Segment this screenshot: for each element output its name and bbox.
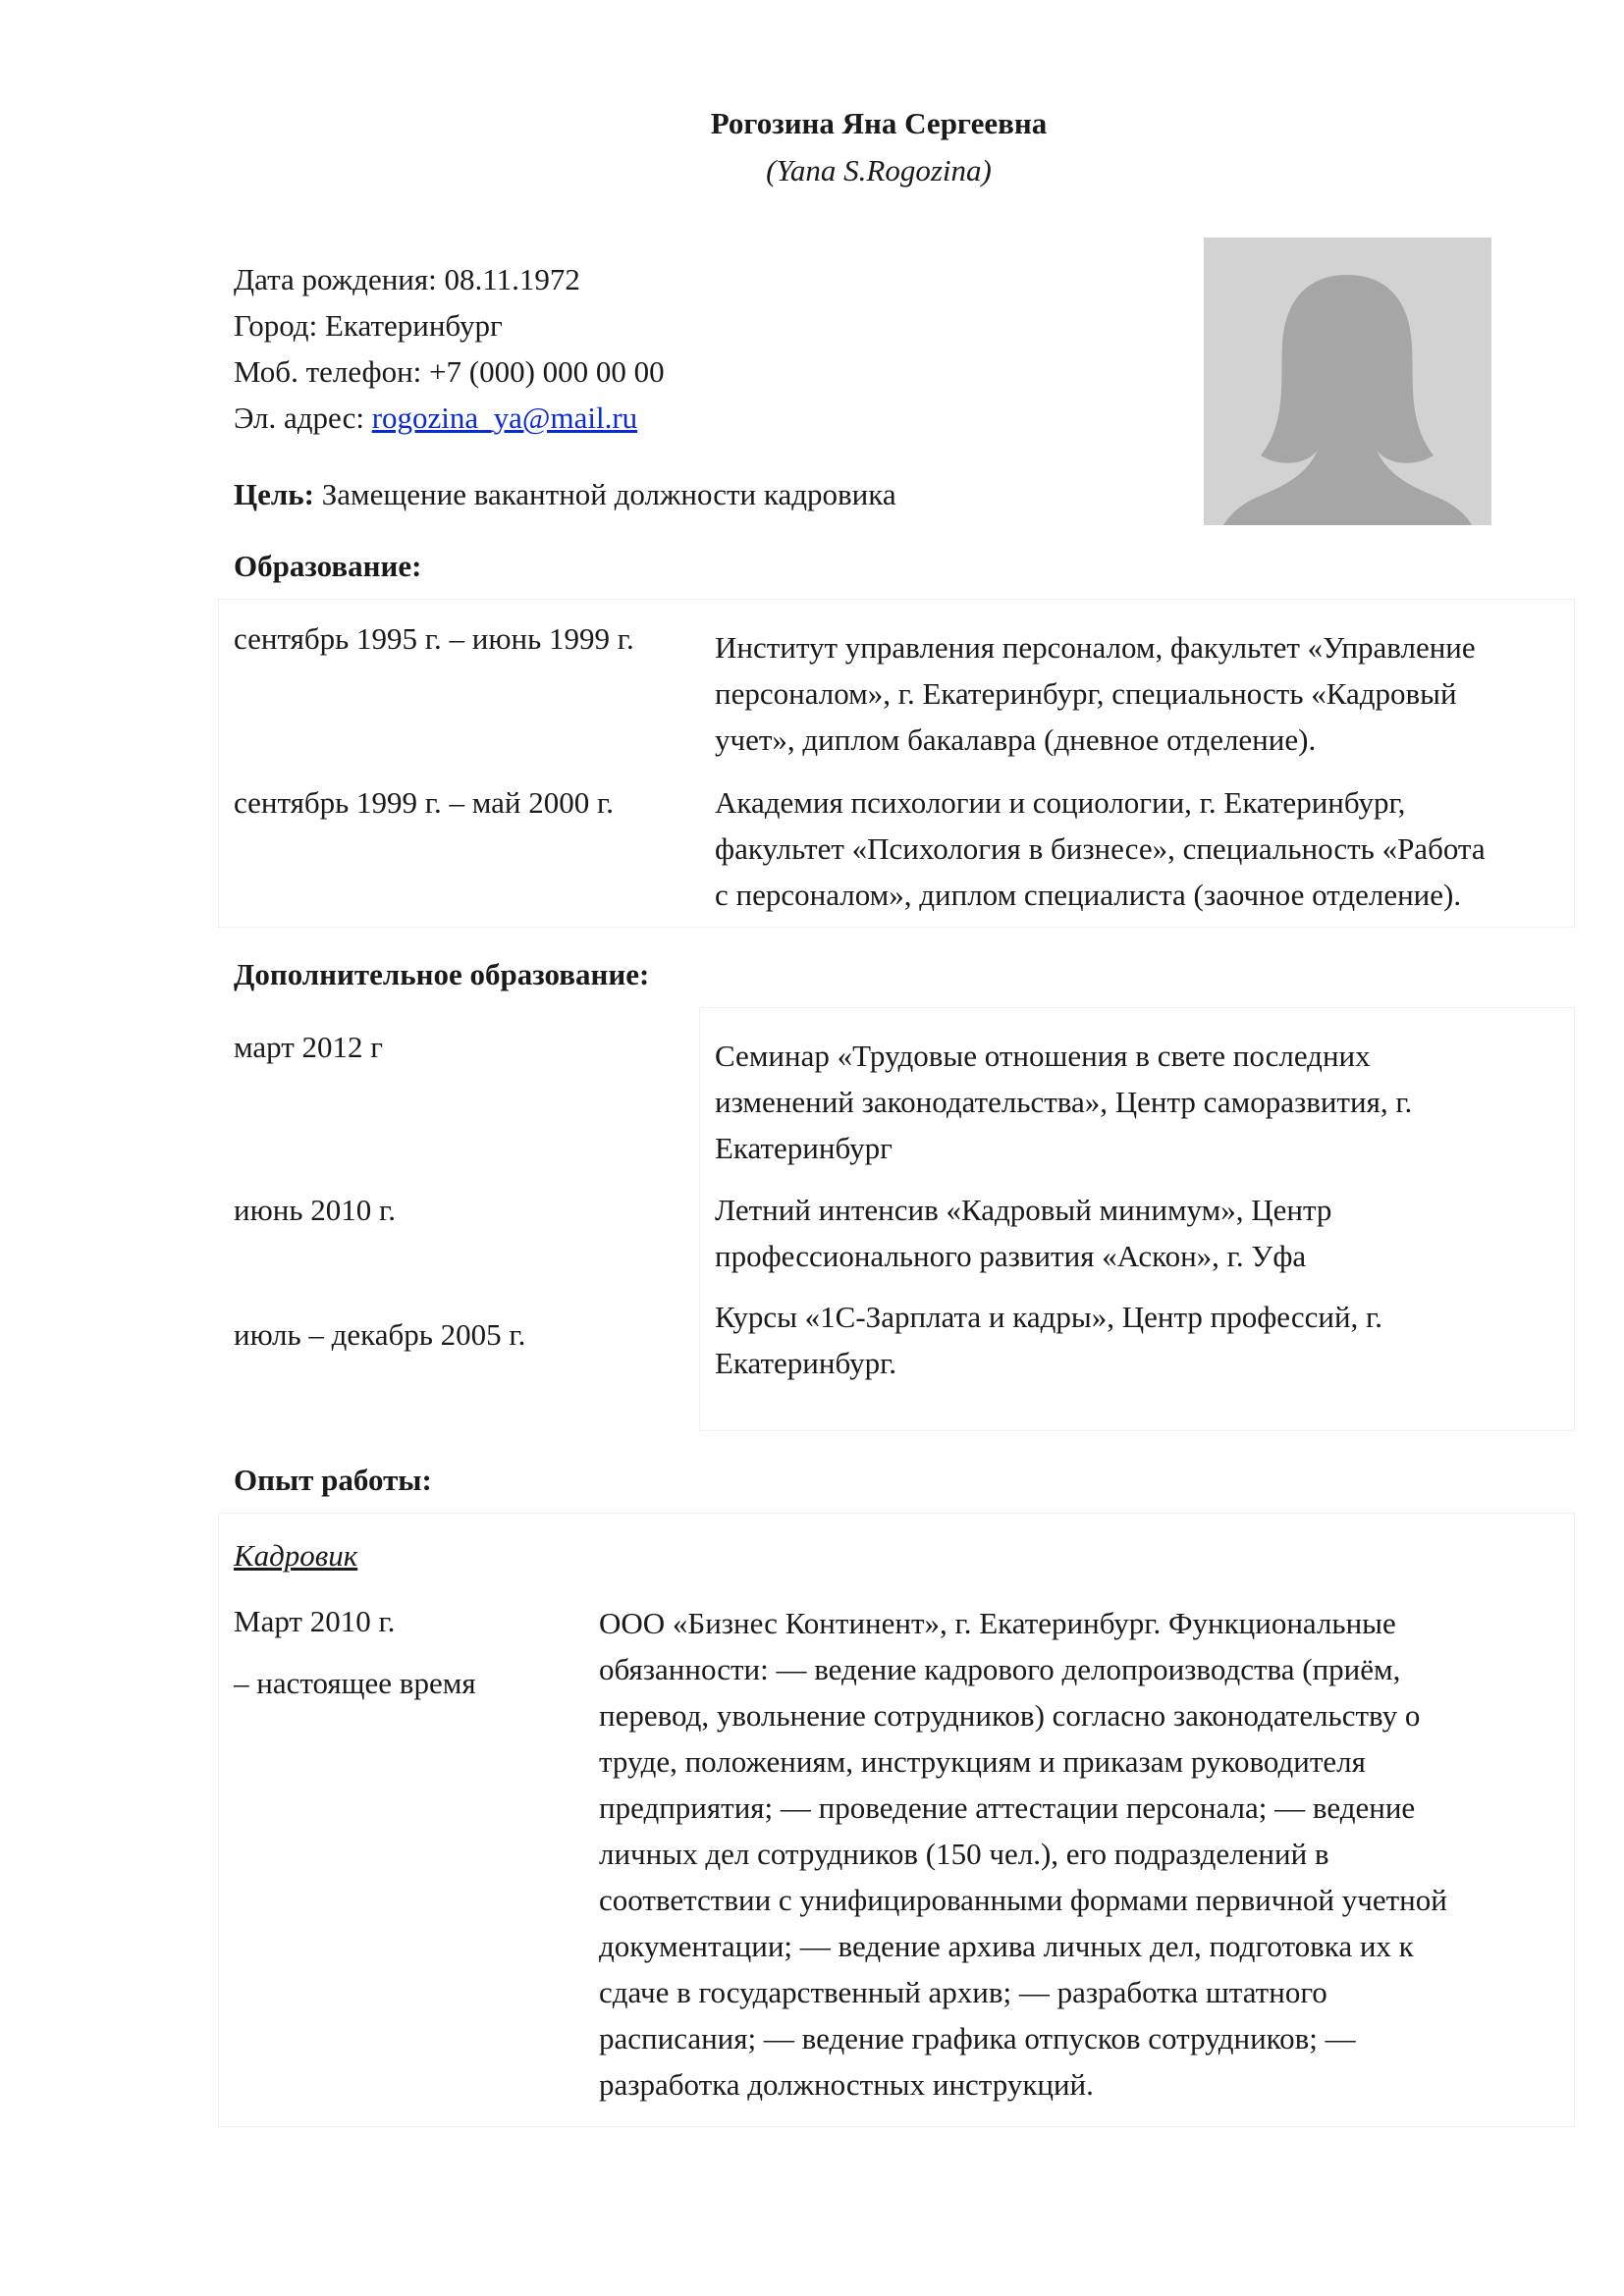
education-line: учет», диплом бакалавра (дневное отделение). xyxy=(715,722,1317,757)
position-title: Кадровик xyxy=(234,1538,358,1573)
experience-line: расписания; — ведение графика отпусков сотрудников; — xyxy=(599,2021,1356,2056)
extra-education-heading: Дополнительное образование: xyxy=(234,957,650,991)
email-label: Эл. адрес: xyxy=(234,400,364,435)
goal-value: Замещение вакантной должности кадровика xyxy=(321,477,896,511)
extra-period-1: март 2012 г xyxy=(234,1030,384,1064)
extra-period-3: июль – декабрь 2005 г. xyxy=(234,1317,526,1352)
extra-details-3 xyxy=(715,1294,1579,1386)
experience-description xyxy=(599,1600,1571,2108)
extra-education-line: Екатеринбург. xyxy=(715,1346,897,1380)
experience-line: соответствии с унифицированными формами первичной учетной xyxy=(599,1883,1447,1917)
latin-name: (Yana S.Rogozina) xyxy=(766,153,992,187)
education-line: факультет «Психология в бизнесе», специальность «Работа xyxy=(715,831,1486,866)
city-line xyxy=(234,308,503,344)
education-period-2: сентябрь 1999 г. – май 2000 г. xyxy=(234,785,614,820)
experience-line: ООО «Бизнес Континент», г. Екатеринбург. Функциональные xyxy=(599,1606,1396,1640)
education-line: Академия психологии и социологии, г. Екатеринбург, xyxy=(715,785,1406,820)
full-name: Рогозина Яна Сергеевна xyxy=(710,106,1048,140)
extra-education-line: Летний интенсив «Кадровый минимум», Центр xyxy=(715,1193,1332,1227)
phone-label: Моб. телефон: xyxy=(234,354,422,389)
extra-education-line: профессионального развития «Аскон», г. Уфа xyxy=(715,1239,1307,1273)
experience-line: труде, положениям, инструкциям и приказам руководителя xyxy=(599,1744,1366,1779)
experience-line: личных дел сотрудников (150 чел.), его подразделений в xyxy=(599,1837,1329,1871)
city-label: Город: xyxy=(234,308,318,343)
birth-date-line xyxy=(234,262,580,297)
experience-line: документации; — ведение архива личных дел, подготовка их к xyxy=(599,1929,1414,1963)
experience-line: разработка должностных инструкций. xyxy=(599,2067,1094,2102)
phone-value: +7 (000) 000 00 00 xyxy=(429,354,665,389)
education-line: с персоналом», диплом специалиста (заочное отделение). xyxy=(715,878,1462,912)
extra-education-line: Курсы «1С-Зарплата и кадры», Центр профессий, г. xyxy=(715,1300,1383,1334)
experience-line: обязанности: — ведение кадрового делопроизводства (приём, xyxy=(599,1652,1401,1686)
education-period-1: сентябрь 1995 г. – июнь 1999 г. xyxy=(234,621,634,656)
birth-date-label: Дата рождения: xyxy=(234,262,437,296)
goal-line xyxy=(234,477,896,512)
education-heading: Образование: xyxy=(234,549,422,583)
experience-heading: Опыт работы: xyxy=(234,1463,432,1497)
experience-line: предприятия; — проведение аттестации персонала; — ведение xyxy=(599,1790,1416,1825)
email-link[interactable]: rogozina_ya@mail.ru xyxy=(371,400,638,435)
extra-period-2: июнь 2010 г. xyxy=(234,1193,396,1227)
birth-date-value: 08.11.1972 xyxy=(444,262,580,296)
experience-line: сдаче в государственный архив; — разработка штатного xyxy=(599,1975,1327,2009)
extra-details-2 xyxy=(715,1187,1579,1279)
education-line: Институт управления персоналом, факультет «Управление xyxy=(715,630,1476,665)
education-details-2 xyxy=(715,779,1579,918)
extra-details-1 xyxy=(715,1033,1579,1171)
education-line: персоналом», г. Екатеринбург, специальность «Кадровый xyxy=(715,676,1457,711)
experience-line: перевод, увольнение сотрудников) согласно законодательству о xyxy=(599,1698,1421,1733)
city-value: Екатеринбург xyxy=(324,308,503,343)
extra-education-line: изменений законодательства», Центр саморазвития, г. xyxy=(715,1085,1413,1119)
goal-label: Цель: xyxy=(234,477,314,511)
extra-education-line: Екатеринбург xyxy=(715,1131,893,1165)
extra-education-line: Семинар «Трудовые отношения в свете последних xyxy=(715,1039,1371,1073)
experience-period-start: Март 2010 г. xyxy=(234,1604,396,1638)
profile-photo-placeholder xyxy=(1204,238,1491,525)
experience-period-end: – настоящее время xyxy=(234,1666,476,1700)
email-line xyxy=(234,400,637,436)
avatar-silhouette-icon xyxy=(1204,238,1491,525)
phone-line xyxy=(234,354,665,390)
education-details-1 xyxy=(715,624,1579,763)
